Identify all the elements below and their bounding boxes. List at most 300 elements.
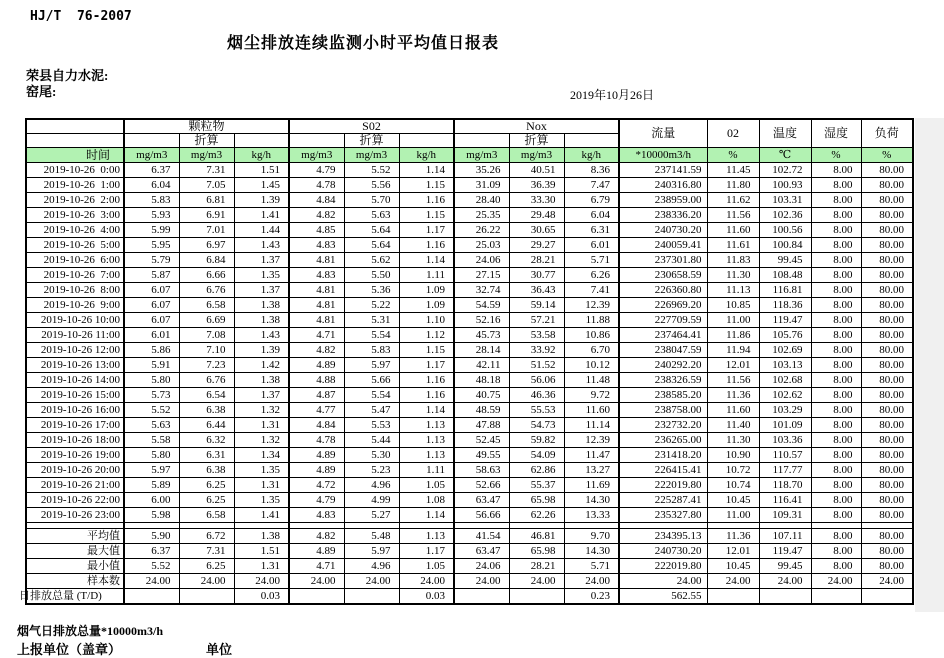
value-cell: 1.13 — [399, 433, 454, 448]
value-cell: 6.37 — [124, 163, 179, 178]
value-cell: 49.55 — [454, 448, 509, 463]
value-cell: 1.08 — [399, 493, 454, 508]
value-cell: 51.52 — [509, 358, 564, 373]
time-cell: 2019-10-26 16:00 — [26, 403, 124, 418]
value-cell: 238585.20 — [619, 388, 707, 403]
value-cell: 10.85 — [707, 298, 759, 313]
value-cell: 5.80 — [124, 448, 179, 463]
value-cell: 59.14 — [509, 298, 564, 313]
value-cell: 1.14 — [399, 253, 454, 268]
value-cell — [759, 589, 811, 605]
value-cell: 6.01 — [564, 238, 619, 253]
value-cell: 11.40 — [707, 418, 759, 433]
value-cell: 11.36 — [707, 388, 759, 403]
value-cell: 8.00 — [811, 448, 861, 463]
value-cell: 102.72 — [759, 163, 811, 178]
value-cell: 28.40 — [454, 193, 509, 208]
value-cell: 100.56 — [759, 223, 811, 238]
value-cell: 1.31 — [234, 418, 289, 433]
value-cell: 8.00 — [811, 358, 861, 373]
value-cell: 56.66 — [454, 508, 509, 523]
group-header-o2: 02 — [707, 119, 759, 148]
time-cell: 2019-10-26 13:00 — [26, 358, 124, 373]
time-cell: 2019-10-26 22:00 — [26, 493, 124, 508]
time-column-header: 时间 — [26, 148, 124, 163]
summary-label — [19, 589, 124, 605]
value-cell: 4.81 — [289, 298, 344, 313]
time-header-spacer — [26, 134, 124, 148]
value-cell: 226415.41 — [619, 463, 707, 478]
value-cell: 10.12 — [564, 358, 619, 373]
value-cell: 6.32 — [179, 433, 234, 448]
value-cell: 1.16 — [399, 373, 454, 388]
value-cell: 80.00 — [861, 238, 913, 253]
value-cell: 1.37 — [234, 388, 289, 403]
value-cell: 8.00 — [811, 268, 861, 283]
unit-header: % — [707, 148, 759, 163]
value-cell: 103.31 — [759, 193, 811, 208]
value-cell: 6.07 — [124, 298, 179, 313]
subheader-blank — [399, 134, 454, 148]
value-cell: 8.36 — [564, 163, 619, 178]
value-cell: 52.66 — [454, 478, 509, 493]
value-cell: 109.31 — [759, 508, 811, 523]
value-cell: 6.38 — [179, 403, 234, 418]
value-cell: 100.93 — [759, 178, 811, 193]
value-cell: 80.00 — [861, 448, 913, 463]
value-cell: 105.76 — [759, 328, 811, 343]
value-cell: 30.77 — [509, 268, 564, 283]
value-cell: 80.00 — [861, 559, 913, 574]
value-cell: 11.60 — [707, 403, 759, 418]
value-cell: 6.07 — [124, 313, 179, 328]
value-cell: 11.00 — [707, 508, 759, 523]
value-cell: 7.41 — [564, 283, 619, 298]
value-cell: 240292.20 — [619, 358, 707, 373]
value-cell: 13.33 — [564, 508, 619, 523]
time-header-spacer — [26, 119, 124, 134]
value-cell: 4.84 — [289, 418, 344, 433]
value-cell: 5.86 — [124, 343, 179, 358]
value-cell: 1.14 — [399, 163, 454, 178]
time-cell: 2019-10-26 7:00 — [26, 268, 124, 283]
value-cell: 80.00 — [861, 529, 913, 544]
value-cell: 80.00 — [861, 313, 913, 328]
value-cell: 80.00 — [861, 268, 913, 283]
value-cell: 1.41 — [234, 208, 289, 223]
value-cell: 5.44 — [344, 433, 399, 448]
value-cell: 5.52 — [124, 559, 179, 574]
value-cell: 7.01 — [179, 223, 234, 238]
summary-label: 最大值 — [26, 544, 124, 559]
unit-header: mg/m3 — [124, 148, 179, 163]
value-cell: 24.00 — [399, 574, 454, 589]
value-cell: 231418.20 — [619, 448, 707, 463]
value-cell: 4.84 — [289, 193, 344, 208]
value-cell: 80.00 — [861, 208, 913, 223]
time-cell: 2019-10-26 23:00 — [26, 508, 124, 523]
value-cell: 1.15 — [399, 208, 454, 223]
time-cell: 2019-10-26 21:00 — [26, 478, 124, 493]
time-cell: 2019-10-26 19:00 — [26, 448, 124, 463]
value-cell: 5.63 — [344, 208, 399, 223]
value-cell: 8.00 — [811, 313, 861, 328]
value-cell: 1.14 — [399, 403, 454, 418]
value-cell: 8.00 — [811, 253, 861, 268]
value-cell: 65.98 — [509, 544, 564, 559]
value-cell: 58.63 — [454, 463, 509, 478]
time-cell: 2019-10-26 0:00 — [26, 163, 124, 178]
value-cell: 5.54 — [344, 328, 399, 343]
value-cell: 10.74 — [707, 478, 759, 493]
value-cell: 4.83 — [289, 508, 344, 523]
value-cell: 80.00 — [861, 253, 913, 268]
value-cell: 234395.13 — [619, 529, 707, 544]
value-cell: 4.78 — [289, 178, 344, 193]
value-cell: 7.05 — [179, 178, 234, 193]
value-cell: 80.00 — [861, 193, 913, 208]
value-cell: 40.51 — [509, 163, 564, 178]
value-cell: 1.15 — [399, 343, 454, 358]
value-cell: 6.01 — [124, 328, 179, 343]
value-cell: 11.48 — [564, 373, 619, 388]
value-cell: 24.00 — [509, 574, 564, 589]
value-cell: 108.48 — [759, 268, 811, 283]
value-cell: 6.31 — [179, 448, 234, 463]
value-cell: 4.82 — [289, 208, 344, 223]
value-cell: 4.89 — [289, 448, 344, 463]
value-cell: 24.00 — [619, 574, 707, 589]
value-cell: 1.09 — [399, 283, 454, 298]
unit-header: mg/m3 — [454, 148, 509, 163]
value-cell: 12.01 — [707, 358, 759, 373]
value-cell: 6.81 — [179, 193, 234, 208]
value-cell: 227709.59 — [619, 313, 707, 328]
unit-header: kg/h — [564, 148, 619, 163]
value-cell: 99.45 — [759, 559, 811, 574]
value-cell: 25.03 — [454, 238, 509, 253]
value-cell: 4.96 — [344, 559, 399, 574]
value-cell: 8.00 — [811, 529, 861, 544]
value-cell: 5.70 — [344, 193, 399, 208]
value-cell: 5.27 — [344, 508, 399, 523]
value-cell: 238336.20 — [619, 208, 707, 223]
value-cell: 7.23 — [179, 358, 234, 373]
value-cell: 6.04 — [564, 208, 619, 223]
value-cell: 54.73 — [509, 418, 564, 433]
value-cell: 222019.80 — [619, 478, 707, 493]
value-cell: 5.66 — [344, 373, 399, 388]
value-cell: 80.00 — [861, 358, 913, 373]
subheader-blank — [454, 134, 509, 148]
value-cell: 11.45 — [707, 163, 759, 178]
value-cell: 9.72 — [564, 388, 619, 403]
value-cell: 29.27 — [509, 238, 564, 253]
value-cell: 5.71 — [564, 253, 619, 268]
value-cell: 11.69 — [564, 478, 619, 493]
value-cell: 36.39 — [509, 178, 564, 193]
value-cell: 24.00 — [234, 574, 289, 589]
time-cell: 2019-10-26 12:00 — [26, 343, 124, 358]
value-cell: 24.00 — [344, 574, 399, 589]
value-cell: 562.55 — [619, 589, 707, 605]
value-cell: 12.39 — [564, 298, 619, 313]
value-cell: 4.81 — [289, 253, 344, 268]
value-cell: 6.66 — [179, 268, 234, 283]
value-cell: 6.37 — [124, 544, 179, 559]
value-cell: 11.86 — [707, 328, 759, 343]
value-cell: 12.01 — [707, 544, 759, 559]
value-cell: 6.76 — [179, 373, 234, 388]
value-cell: 80.00 — [861, 178, 913, 193]
time-cell: 2019-10-26 18:00 — [26, 433, 124, 448]
value-cell: 10.72 — [707, 463, 759, 478]
value-cell: 24.00 — [707, 574, 759, 589]
subheader-converted-nox: 折算 — [509, 134, 564, 148]
standard-code: HJ/T 76-2007 — [30, 9, 132, 24]
unit-header: ℃ — [759, 148, 811, 163]
value-cell: 4.89 — [289, 463, 344, 478]
value-cell: 4.71 — [289, 328, 344, 343]
value-cell: 1.15 — [399, 178, 454, 193]
value-cell: 6.72 — [179, 529, 234, 544]
value-cell: 14.30 — [564, 493, 619, 508]
right-margin-strip — [915, 118, 944, 612]
value-cell: 7.08 — [179, 328, 234, 343]
value-cell: 6.31 — [564, 223, 619, 238]
value-cell: 4.79 — [289, 493, 344, 508]
value-cell: 33.92 — [509, 343, 564, 358]
value-cell: 1.31 — [234, 478, 289, 493]
value-cell: 5.83 — [124, 193, 179, 208]
value-cell: 1.17 — [399, 358, 454, 373]
value-cell: 102.62 — [759, 388, 811, 403]
report-date: 2019年10月26日 — [570, 88, 655, 102]
value-cell: 5.50 — [344, 268, 399, 283]
value-cell: 5.97 — [124, 463, 179, 478]
value-cell: 1.38 — [234, 373, 289, 388]
unit-label: 单位 — [206, 642, 233, 657]
subheader-blank — [124, 134, 179, 148]
value-cell: 54.59 — [454, 298, 509, 313]
value-cell: 24.00 — [861, 574, 913, 589]
summary-label: 最小值 — [26, 559, 124, 574]
value-cell: 8.00 — [811, 433, 861, 448]
value-cell: 55.37 — [509, 478, 564, 493]
value-cell: 226360.80 — [619, 283, 707, 298]
value-cell: 31.09 — [454, 178, 509, 193]
value-cell: 1.32 — [234, 403, 289, 418]
value-cell: 8.00 — [811, 163, 861, 178]
value-cell: 40.75 — [454, 388, 509, 403]
value-cell: 4.88 — [289, 373, 344, 388]
value-cell: 24.00 — [179, 574, 234, 589]
value-cell: 5.87 — [124, 268, 179, 283]
value-cell: 237301.80 — [619, 253, 707, 268]
value-cell: 8.00 — [811, 178, 861, 193]
value-cell: 62.26 — [509, 508, 564, 523]
value-cell: 32.74 — [454, 283, 509, 298]
value-cell: 238758.00 — [619, 403, 707, 418]
flow-total-note: 烟气日排放总量*10000m3/h — [17, 624, 164, 638]
value-cell: 33.30 — [509, 193, 564, 208]
value-cell: 237141.59 — [619, 163, 707, 178]
value-cell: 1.39 — [234, 193, 289, 208]
value-cell: 8.00 — [811, 283, 861, 298]
subheader-converted-pm: 折算 — [179, 134, 234, 148]
value-cell: 240316.80 — [619, 178, 707, 193]
value-cell: 52.45 — [454, 433, 509, 448]
value-cell: 99.45 — [759, 253, 811, 268]
value-cell — [179, 589, 234, 605]
value-cell: 11.00 — [707, 313, 759, 328]
value-cell: 110.57 — [759, 448, 811, 463]
report-title: 烟尘排放连续监测小时平均值日报表 — [227, 35, 500, 52]
value-cell: 6.76 — [179, 283, 234, 298]
value-cell: 63.47 — [454, 544, 509, 559]
value-cell: 226969.20 — [619, 298, 707, 313]
summary-label: 样本数 — [26, 574, 124, 589]
value-cell: 24.00 — [124, 574, 179, 589]
value-cell: 4.82 — [289, 529, 344, 544]
value-cell: 103.36 — [759, 433, 811, 448]
value-cell: 29.48 — [509, 208, 564, 223]
subheader-converted-so2: 折算 — [344, 134, 399, 148]
time-cell: 2019-10-26 5:00 — [26, 238, 124, 253]
value-cell: 102.68 — [759, 373, 811, 388]
value-cell — [861, 589, 913, 605]
value-cell: 80.00 — [861, 463, 913, 478]
value-cell: 5.48 — [344, 529, 399, 544]
value-cell: 28.21 — [509, 559, 564, 574]
value-cell: 100.84 — [759, 238, 811, 253]
value-cell: 57.21 — [509, 313, 564, 328]
unit-header: *10000m3/h — [619, 148, 707, 163]
value-cell: 119.47 — [759, 313, 811, 328]
value-cell: 8.00 — [811, 223, 861, 238]
value-cell: 46.36 — [509, 388, 564, 403]
value-cell: 1.39 — [234, 343, 289, 358]
time-cell: 2019-10-26 3:00 — [26, 208, 124, 223]
group-header-so2: S02 — [289, 119, 454, 134]
value-cell — [509, 589, 564, 605]
time-cell: 2019-10-26 4:00 — [26, 223, 124, 238]
value-cell: 6.25 — [179, 478, 234, 493]
value-cell: 5.62 — [344, 253, 399, 268]
group-header-humidity: 湿度 — [811, 119, 861, 148]
value-cell: 80.00 — [861, 328, 913, 343]
value-cell: 1.41 — [234, 508, 289, 523]
value-cell: 6.25 — [179, 493, 234, 508]
value-cell: 45.73 — [454, 328, 509, 343]
unit-header: mg/m3 — [289, 148, 344, 163]
value-cell: 5.64 — [344, 223, 399, 238]
value-cell: 8.00 — [811, 373, 861, 388]
value-cell: 1.43 — [234, 328, 289, 343]
value-cell: 80.00 — [861, 403, 913, 418]
value-cell: 9.70 — [564, 529, 619, 544]
group-header-load: 负荷 — [861, 119, 913, 148]
value-cell: 4.78 — [289, 433, 344, 448]
value-cell — [344, 589, 399, 605]
time-cell: 2019-10-26 2:00 — [26, 193, 124, 208]
time-cell: 2019-10-26 8:00 — [26, 283, 124, 298]
value-cell: 27.15 — [454, 268, 509, 283]
value-cell: 5.31 — [344, 313, 399, 328]
value-cell: 1.31 — [234, 559, 289, 574]
value-cell: 24.00 — [811, 574, 861, 589]
value-cell: 11.62 — [707, 193, 759, 208]
value-cell: 230658.59 — [619, 268, 707, 283]
value-cell: 4.83 — [289, 268, 344, 283]
value-cell: 5.83 — [344, 343, 399, 358]
value-cell: 8.00 — [811, 343, 861, 358]
value-cell: 10.45 — [707, 559, 759, 574]
subheader-blank — [564, 134, 619, 148]
value-cell: 5.30 — [344, 448, 399, 463]
value-cell: 7.47 — [564, 178, 619, 193]
value-cell: 1.43 — [234, 238, 289, 253]
time-cell: 2019-10-26 20:00 — [26, 463, 124, 478]
group-header-flow: 流量 — [619, 119, 707, 148]
value-cell — [289, 589, 344, 605]
value-cell: 5.89 — [124, 478, 179, 493]
value-cell: 4.96 — [344, 478, 399, 493]
value-cell: 6.58 — [179, 298, 234, 313]
value-cell: 65.98 — [509, 493, 564, 508]
value-cell: 1.51 — [234, 163, 289, 178]
value-cell: 6.44 — [179, 418, 234, 433]
value-cell: 5.54 — [344, 388, 399, 403]
value-cell: 1.38 — [234, 298, 289, 313]
value-cell: 6.69 — [179, 313, 234, 328]
value-cell: 5.36 — [344, 283, 399, 298]
value-cell: 11.14 — [564, 418, 619, 433]
value-cell: 1.51 — [234, 544, 289, 559]
value-cell: 6.84 — [179, 253, 234, 268]
value-cell: 10.45 — [707, 493, 759, 508]
unit-header: kg/h — [399, 148, 454, 163]
value-cell: 4.89 — [289, 358, 344, 373]
value-cell: 59.82 — [509, 433, 564, 448]
value-cell: 225287.41 — [619, 493, 707, 508]
unit-header: mg/m3 — [509, 148, 564, 163]
value-cell: 5.91 — [124, 358, 179, 373]
value-cell: 28.14 — [454, 343, 509, 358]
value-cell: 1.14 — [399, 508, 454, 523]
subheader-blank — [234, 134, 289, 148]
value-cell: 6.25 — [179, 559, 234, 574]
value-cell: 8.00 — [811, 298, 861, 313]
value-cell: 1.38 — [234, 529, 289, 544]
value-cell: 5.22 — [344, 298, 399, 313]
value-cell: 5.73 — [124, 388, 179, 403]
value-cell: 5.58 — [124, 433, 179, 448]
value-cell: 4.81 — [289, 283, 344, 298]
value-cell: 28.21 — [509, 253, 564, 268]
value-cell: 35.26 — [454, 163, 509, 178]
value-cell: 11.47 — [564, 448, 619, 463]
value-cell: 80.00 — [861, 223, 913, 238]
group-header-pm: 颗粒物 — [124, 119, 289, 134]
value-cell: 1.37 — [234, 283, 289, 298]
value-cell: 1.16 — [399, 388, 454, 403]
value-cell: 1.05 — [399, 559, 454, 574]
value-cell: 1.05 — [399, 478, 454, 493]
value-cell: 1.13 — [399, 418, 454, 433]
value-cell: 1.11 — [399, 268, 454, 283]
unit-header: mg/m3 — [179, 148, 234, 163]
